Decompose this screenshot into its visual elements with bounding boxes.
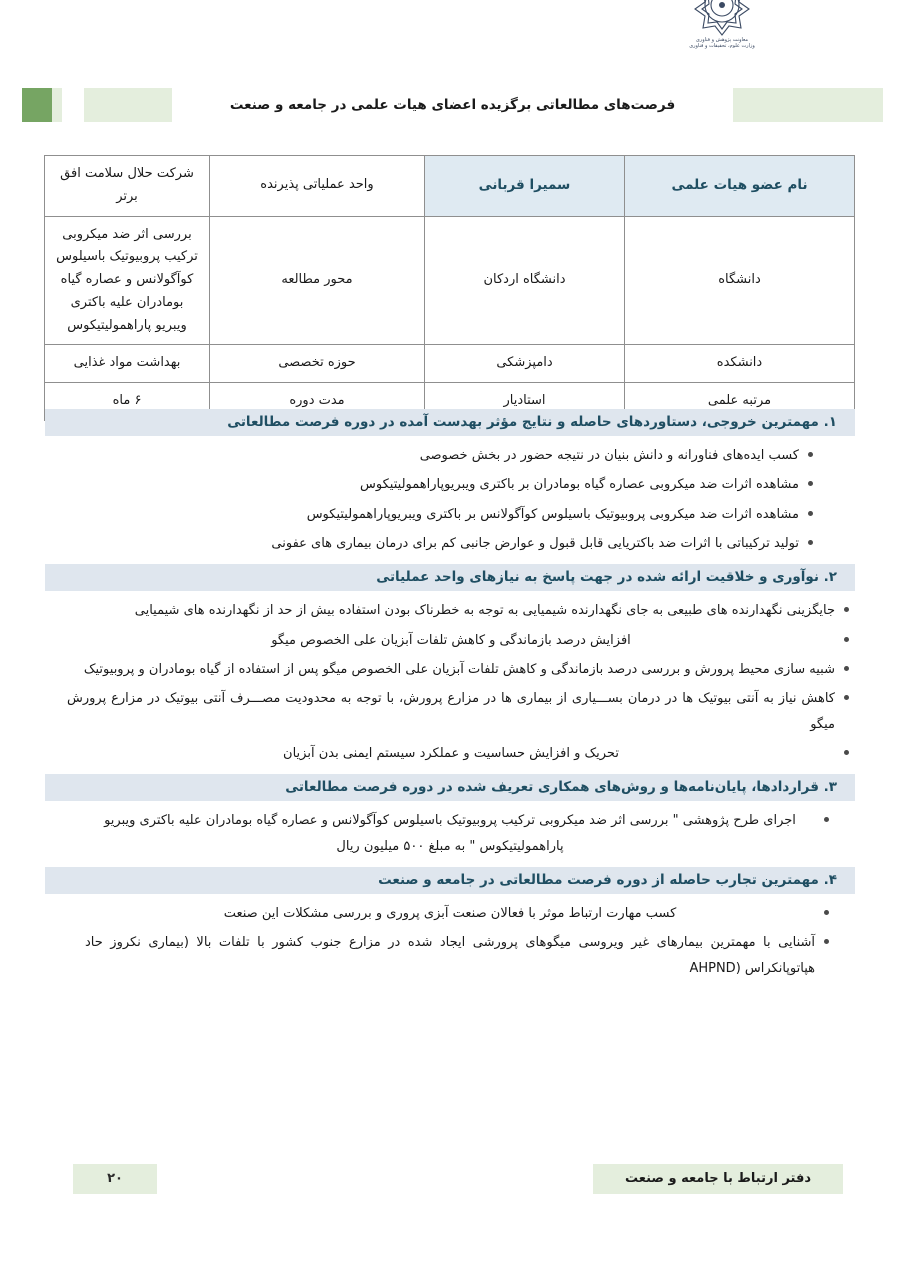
bullet-icon — [844, 695, 849, 700]
bullet-icon — [808, 540, 813, 545]
row-label: دانشگاه — [625, 216, 855, 345]
row-value-2: بهداشت مواد غذایی — [45, 345, 210, 383]
list-item-text: تحریک و افزایش حساسیت و عملکرد سیستم ایمنی بدن آبزیان — [283, 746, 619, 762]
sections-container — [45, 409, 855, 989]
list-item — [101, 500, 799, 529]
row-label: دانشکده — [625, 345, 855, 383]
list-item-text: کسب مهارت ارتباط موثر با فعالان صنعت آبزی پروری و بررسی مشکلات این صنعت — [223, 906, 677, 922]
list-item — [101, 470, 799, 499]
row-value: دامپزشکی — [425, 345, 625, 383]
list-item-text: افزایش درصد بازماندگی و کاهش تلفات آبزیان علی الخصوص میگو — [271, 632, 631, 648]
row-label-2: واحد عملیاتی پذیرنده — [210, 156, 425, 217]
bullet-icon — [824, 939, 829, 944]
table-row — [45, 345, 855, 383]
ministry-logo — [687, 0, 757, 54]
header-square-light — [62, 88, 84, 122]
list-item — [67, 626, 835, 655]
list-item — [67, 596, 835, 625]
list-item-text: اجرای طرح پژوهشی " بررسی اثر ضد میکروبی ترکیب پروبیوتیک باسیلوس کوآگولانس و عصاره گیاه بومادران علیه باکتری ویبریو پاراهمولیتیکوس " به مبلغ ۵۰۰ میلیون ریال — [104, 813, 796, 854]
page-number-badge: ۲۰ — [73, 1164, 157, 1194]
list-item — [67, 655, 835, 684]
section-body-1 — [45, 436, 855, 564]
bullet-icon — [808, 452, 813, 457]
bullet-icon — [844, 666, 849, 671]
bullet-icon — [844, 607, 849, 612]
row-label: مرتبه علمی — [625, 383, 855, 421]
row-value-2: شرکت حلال سلامت افق برتر — [45, 156, 210, 217]
list-item-text: کاهش نیاز به آنتی بیوتیک ها در درمان بســـیاری از بیماری ها در مزارع پرورش، با توجه به محدودیت مصـــرف آنتی بیوتیک در مزارع پرورش میگو — [67, 691, 835, 732]
row-label-2: محور مطالعه — [210, 216, 425, 345]
row-value-2: بررسی اثر ضد میکروبی ترکیب پروبیوتیک باسیلوس کوآگولانس و عصاره گیاه بومادران علیه باکتری ویبریو پاراهمولیتیکوس — [45, 216, 210, 345]
list-item-text: جایگزینی نگهدارنده های طبیعی به جای نگهدارنده شیمیایی به توجه به خطرناک بودن استفاده بیش از حد از نگهدارنده های شیمیایی — [134, 603, 835, 619]
list-item-text: شبیه سازی محیط پرورش و بررسی درصد بازماندگی و کاهش تلفات آبزیان علی الخصوص میگو پس از استفاده از گیاه بومادران و پروبیوتیک — [83, 662, 835, 678]
list-item-text: مشاهده اثرات ضد میکروبی پروبیوتیک باسیلوس کوآگولانس بر باکتری ویبریوپاراهمولیتیکوس — [306, 506, 799, 522]
row-label-2: حوزه تخصصی — [210, 345, 425, 383]
list-item — [85, 806, 815, 861]
row-label: نام عضو هیات علمی — [625, 156, 855, 217]
list-item-text: آشنایی با مهمترین بیمارهای غیر ویروسی میگوهای پرورشی ایجاد شده در مزارع جنوب کشور با تلفات بالا (بیماری نکروز حاد هپاتوپانکراس (AHPND — [85, 935, 815, 976]
bullet-icon — [808, 511, 813, 516]
list-item — [85, 899, 815, 928]
list-item — [67, 739, 835, 768]
section-title-1: ۱. مهمترین خروجی، دستاوردهای حاصله و نتایج مؤثر بهدست آمده در دوره فرصت مطالعاتی — [45, 409, 855, 436]
table-row — [45, 216, 855, 345]
header-title: فرصت‌های مطالعاتی برگزیده اعضای هیات علمی در جامعه و صنعت — [172, 88, 733, 122]
row-value: استادیار — [425, 383, 625, 421]
row-value: سمیرا قربانی — [425, 156, 625, 217]
section-body-2 — [45, 591, 855, 774]
logo-caption: معاونت پژوهش و فناوری وزارت علوم، تحقیقات و فناوری — [689, 37, 755, 50]
list-item — [101, 441, 799, 470]
page-header — [22, 88, 883, 122]
list-item — [101, 529, 799, 558]
table-row — [45, 156, 855, 217]
bullet-icon — [808, 481, 813, 486]
emblem-icon — [691, 0, 753, 36]
list-item-text: مشاهده اثرات ضد میکروبی عصاره گیاه بومادران بر باکتری ویبریوپاراهمولیتیکوس — [360, 477, 799, 493]
section-title-2: ۲. نوآوری و خلاقیت ارائه شده در جهت پاسخ به نیازهای واحد عملیاتی — [45, 564, 855, 591]
footer-office-label: دفتر ارتباط با جامعه و صنعت — [593, 1164, 843, 1194]
list-item-text: تولید ترکیباتی با اثرات ضد باکتریایی قابل قبول و عوارض جانبی کم برای درمان بیماری های عفونی — [271, 536, 799, 552]
bullet-icon — [844, 750, 849, 755]
bullet-icon — [844, 637, 849, 642]
list-item-text: کسب ایده‌های فناورانه و دانش بنیان در نتیجه حضور در بخش خصوصی — [419, 448, 799, 463]
section-body-3 — [45, 801, 855, 867]
bullet-icon — [824, 910, 829, 915]
row-value: دانشگاه اردکان — [425, 216, 625, 345]
bullet-icon — [824, 817, 829, 822]
row-label-2: مدت دوره — [210, 383, 425, 421]
header-square-accent — [22, 88, 52, 122]
list-item — [85, 928, 815, 983]
row-value-2: ۶ ماه — [45, 383, 210, 421]
section-body-4 — [45, 894, 855, 989]
list-item — [67, 684, 835, 739]
section-title-4: ۴. مهمترین تجارب حاصله از دوره فرصت مطالعاتی در جامعه و صنعت — [45, 867, 855, 894]
section-title-3: ۳. قراردادها، پایان‌نامه‌ها و روش‌های همکاری تعریف شده در دوره فرصت مطالعاتی — [45, 774, 855, 801]
faculty-info-table — [44, 155, 855, 421]
